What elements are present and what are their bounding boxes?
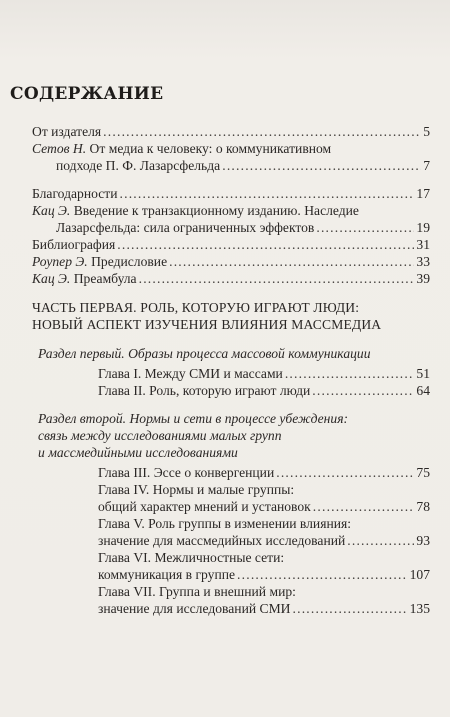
chapter-page: 64 <box>416 383 430 398</box>
toc-entry-publisher <box>32 124 430 140</box>
toc-entry-title: От издателя <box>32 124 102 139</box>
toc-entry-katz-preamble <box>32 271 430 287</box>
chapter-title: Глава III. Эссе о конвергенции <box>98 465 275 480</box>
leader-dots <box>103 124 421 140</box>
toc-entry-bibliography <box>32 237 430 253</box>
toc-entry-page: 39 <box>416 271 430 286</box>
toc-entry-author: Кац Э. <box>32 271 71 286</box>
chapter-title: Глава IV. Нормы и малые группы: <box>98 482 295 497</box>
toc-chapter-5-cont <box>98 533 430 549</box>
toc-chapter-7 <box>98 584 430 600</box>
toc-entry-title: Введение к транзакционному изданию. Наследие <box>70 203 359 218</box>
chapter-page: 93 <box>416 533 430 548</box>
leader-dots <box>222 158 421 174</box>
chapter-title: Глава I. Между СМИ и массами <box>98 366 283 381</box>
toc-entry-title: Предисловие <box>87 254 168 269</box>
toc-chapter-3 <box>98 465 430 481</box>
chapter-page: 107 <box>409 567 430 582</box>
section-2-title-line-1: Раздел второй. Нормы и сети в процессе убеждения: <box>38 411 349 426</box>
toc-chapter-6 <box>98 550 430 566</box>
leader-dots <box>117 237 414 253</box>
toc-chapter-5 <box>98 516 430 532</box>
part-title-line-2: НОВЫЙ АСПЕКТ ИЗУЧЕНИЯ ВЛИЯНИЯ МАССМЕДИА <box>32 317 382 332</box>
toc-entry-setov-cont <box>56 158 430 174</box>
toc-entry-katz-intro <box>32 203 430 219</box>
contents-heading: СОДЕРЖАНИЕ <box>10 84 164 104</box>
toc-entry-title: Благодарности <box>32 186 118 201</box>
leader-dots <box>169 254 414 270</box>
leader-dots <box>120 186 415 202</box>
toc-entry-author: Роупер Э. <box>32 254 88 269</box>
section-2-title-line-3: и массмедийными исследованиями <box>38 445 238 460</box>
toc-chapter-1 <box>98 366 430 382</box>
leader-dots <box>313 499 415 515</box>
toc-chapter-4 <box>98 482 430 498</box>
chapter-page: 75 <box>416 465 430 480</box>
leader-dots <box>276 465 414 481</box>
leader-dots <box>316 220 414 236</box>
toc-entry-page: 19 <box>416 220 430 235</box>
chapter-title: Глава II. Роль, которую играют люди <box>98 383 311 398</box>
chapter-page: 51 <box>416 366 430 381</box>
toc-entry-author: Сетов Н. <box>32 141 87 156</box>
toc-entry-acknowledgements <box>32 186 430 202</box>
toc-entry-author: Кац Э. <box>32 203 71 218</box>
leader-dots <box>237 567 408 583</box>
leader-dots <box>293 601 408 617</box>
toc-entry-page: 5 <box>423 124 430 139</box>
chapter-title-cont: коммуникация в группе <box>98 567 236 582</box>
chapter-title: Глава VI. Межличностные сети: <box>98 550 285 565</box>
chapter-title-cont: общий характер мнений и установок <box>98 499 311 514</box>
chapter-title-cont: значение для исследований СМИ <box>98 601 291 616</box>
chapter-title: Глава V. Роль группы в изменении влияния: <box>98 516 352 531</box>
leader-dots <box>285 366 415 382</box>
leader-dots <box>139 271 415 287</box>
toc-entry-setov <box>32 141 430 157</box>
chapter-page: 78 <box>416 499 430 514</box>
toc-entry-page: 31 <box>416 237 430 252</box>
chapter-title-cont: значение для массмедийных исследований <box>98 533 346 548</box>
leader-dots <box>347 533 414 549</box>
section-1-title: Раздел первый. Образы процесса массовой коммуникации <box>38 346 371 361</box>
toc-entry-title-cont: подходе П. Ф. Лазарсфельда <box>56 158 221 173</box>
part-title-line-1: ЧАСТЬ ПЕРВАЯ. РОЛЬ, КОТОРУЮ ИГРАЮТ ЛЮДИ: <box>32 300 360 315</box>
toc-chapter-4-cont <box>98 499 430 515</box>
section-2-title-line-2: связь между исследованиями малых групп <box>38 428 282 443</box>
toc-chapter-7-cont <box>98 601 430 617</box>
leader-dots <box>312 383 414 399</box>
chapter-title: Глава VII. Группа и внешний мир: <box>98 584 296 599</box>
toc-chapter-6-cont <box>98 567 430 583</box>
toc-entry-title: Преамбула <box>70 271 137 286</box>
toc-chapter-2 <box>98 383 430 399</box>
toc-entry-title-cont: Лазарсфельда: сила ограниченных эффектов <box>56 220 315 235</box>
toc-entry-title: От медиа к человеку: о коммуникативном <box>86 141 332 156</box>
toc-entry-title: Библиография <box>32 237 116 252</box>
toc-entry-roper <box>32 254 430 270</box>
toc-entry-page: 17 <box>416 186 430 201</box>
toc-entry-page: 33 <box>416 254 430 269</box>
toc-entry-page: 7 <box>423 158 430 173</box>
chapter-page: 135 <box>409 601 430 616</box>
toc-entry-katz-intro-cont <box>56 220 430 236</box>
